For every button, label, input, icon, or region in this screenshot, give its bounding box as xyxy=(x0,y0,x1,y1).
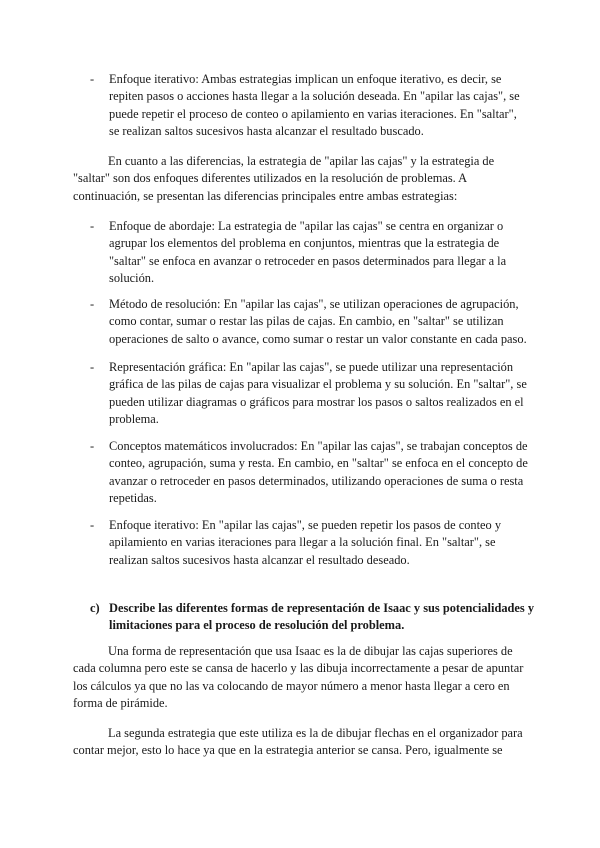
list-item-iterative-approach xyxy=(90,71,530,141)
body-paragraph: Una forma de representación que usa Isaac es la de dibujar las cajas superiores de cada columna pero este se cansa de hacerlo y las dibuja incorrectamente a pesar de apuntar los cálculos ya que no las va colocando de mayor número a menor hasta llegar a cero en forma de pirámide. xyxy=(73,644,524,711)
section-title: Describe las diferentes formas de representación de Isaac y sus potencialidades y limitaciones para el proceso de resolución del problema. xyxy=(109,601,535,633)
section-heading-c xyxy=(90,600,535,635)
bullet-dash: - xyxy=(90,297,95,311)
bullet-dash: - xyxy=(90,518,95,532)
list-item-text: Enfoque de abordaje: La estrategia de "apilar las cajas" se centra en organizar o agrupar los elementos del problema en conjuntos, mientras que la estrategia de "saltar" se enfoca en avanzar o retroceder en pasos determinados para llegar a la solución. xyxy=(109,219,507,286)
body-paragraph: La segunda estrategia que este utiliza es la de dibujar flechas en el organizador para contar mejor, esto lo hace ya que en la estrategia anterior se cansa. Pero, igualmente se xyxy=(73,726,523,758)
list-item-method xyxy=(90,296,530,348)
list-item-text: Enfoque iterativo: Ambas estrategias implican un enfoque iterativo, es decir, se repiten pasos o acciones hasta llegar a la solución deseada. En "apilar las cajas", se puede repetir el proceso de conteo o apilamiento en varias iteraciones. En "saltar", se realizan saltos sucesivos hasta alcanzar el resultado buscado. xyxy=(109,72,520,139)
list-item-text: Enfoque iterativo: En "apilar las cajas", se pueden repetir los pasos de conteo y apilamiento en varias iteraciones para llegar a la solución final. En "saltar", se realizan saltos sucesivos hasta alcanzar el resultado deseado. xyxy=(109,518,502,567)
bullet-dash: - xyxy=(90,219,95,233)
list-item-text: Representación gráfica: En "apilar las cajas", se puede utilizar una representación gráfica de las pilas de cajas para visualizar el problema y su solución. En "saltar", se pueden utilizar diagramas o gráficos para mostrar los pasos o saltos realizados en el problema. xyxy=(109,360,527,427)
list-item-text: Conceptos matemáticos involucrados: En "apilar las cajas", se trabajan conceptos de conteo, agrupación, suma y resta. En cambio, en "saltar" se enfoca en el concepto de avanzar o retroceder en pasos determinados, utilizando operaciones de suma o resta repetidas. xyxy=(109,439,528,506)
list-item-iterative xyxy=(90,517,530,569)
intro-paragraph: En cuanto a las diferencias, la estrategia de "apilar las cajas" y la estrategia de "saltar" son dos enfoques diferentes utilizados en la resolución de problemas. A continuación, se presentan las diferencias principales entre ambas estrategias: xyxy=(73,154,495,203)
bullet-dash: - xyxy=(90,72,95,86)
bullet-dash: - xyxy=(90,439,95,453)
list-item-approach xyxy=(90,218,530,288)
list-item-concepts xyxy=(90,438,530,508)
bullet-dash: - xyxy=(90,360,95,374)
list-item-graphic xyxy=(90,359,530,429)
section-label: c) xyxy=(90,601,100,615)
list-item-text: Método de resolución: En "apilar las cajas", se utilizan operaciones de agrupación, como contar, sumar o restar las pilas de cajas. En cambio, en "saltar" se utilizan operaciones de salto o avance, como sumar o restar un valor constante en cada paso. xyxy=(109,297,527,346)
